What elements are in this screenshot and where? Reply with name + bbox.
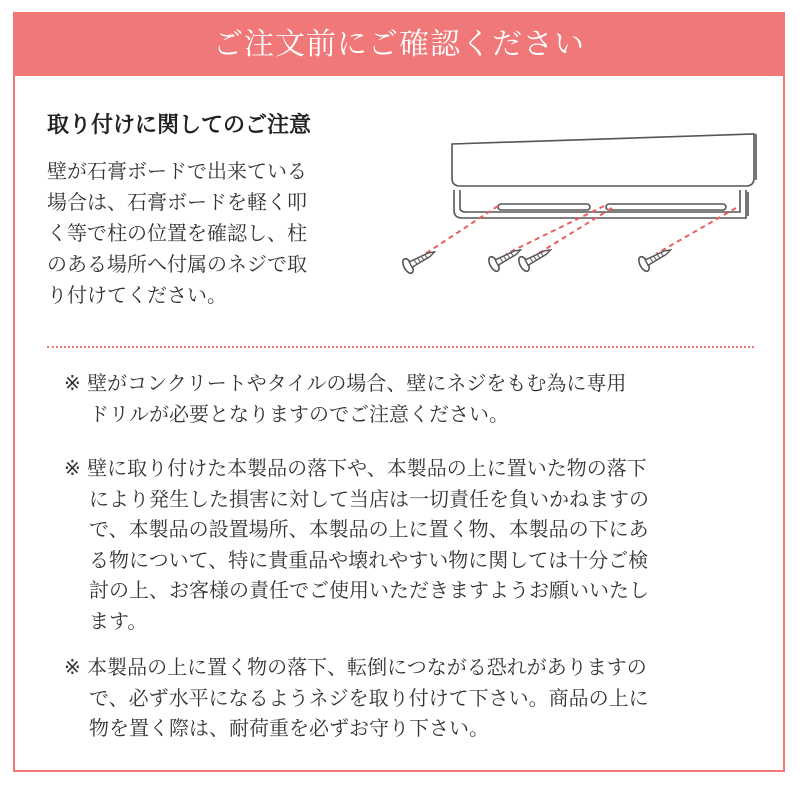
intro-line: のある場所へ付属のネジで取 — [47, 252, 307, 276]
screw-icon — [637, 243, 675, 273]
intro-line: 壁が石膏ボードで出来ている — [47, 159, 307, 183]
note-line: 討の上、お客様の責任でご使用いただきますようお願いいたし — [89, 578, 649, 602]
header-title: ご注文前にご確認ください — [213, 27, 585, 62]
note-line: で、本製品の設置場所、本製品の上に置く物、本製品の下にあ — [89, 517, 649, 541]
installation-diagram — [386, 120, 766, 290]
note-line: ※ 本製品の上に置く物の落下、転倒につながる恐れがありますの — [64, 655, 647, 679]
screw-icon — [401, 245, 439, 275]
intro-text — [47, 156, 377, 311]
air-conditioner-icon — [452, 134, 756, 186]
note-line: ドリルが必要となりますのでご注意ください。 — [89, 401, 509, 426]
section-title: 取り付けに関してのご注意 — [47, 113, 312, 138]
screw-guide-lines — [422, 206, 736, 256]
note-level-installation — [64, 652, 649, 744]
note-line: ※ 壁に取り付けた本製品の落下や、本製品の上に置いた物の落下 — [64, 456, 647, 480]
dotted-divider — [47, 346, 754, 348]
note-line: る物について、特に貴重品や壊れやすい物に関しては十分ご検 — [89, 547, 649, 572]
note-line: ます。 — [89, 608, 148, 633]
intro-line: り付けてください。 — [47, 283, 227, 307]
note-concrete-tile — [64, 368, 626, 429]
header-banner — [15, 14, 783, 76]
note-line: 物を置く際は、耐荷重を必ずお守り下さい。 — [89, 716, 489, 740]
note-line: で、必ず水平になるようネジを取り付けて下さい。商品の上に — [89, 685, 649, 710]
intro-line: く等で柱の位置を確認し、柱 — [47, 221, 307, 245]
note-line: により発生した損害に対して当店は一切責任を負いかねますの — [89, 486, 649, 511]
note-liability — [64, 453, 649, 636]
intro-line: 場合は、石膏ボードを軽く叩 — [47, 190, 307, 214]
note-line: ※ 壁がコンクリートやタイルの場合、壁にネジをもむ為に専用 — [64, 371, 627, 395]
